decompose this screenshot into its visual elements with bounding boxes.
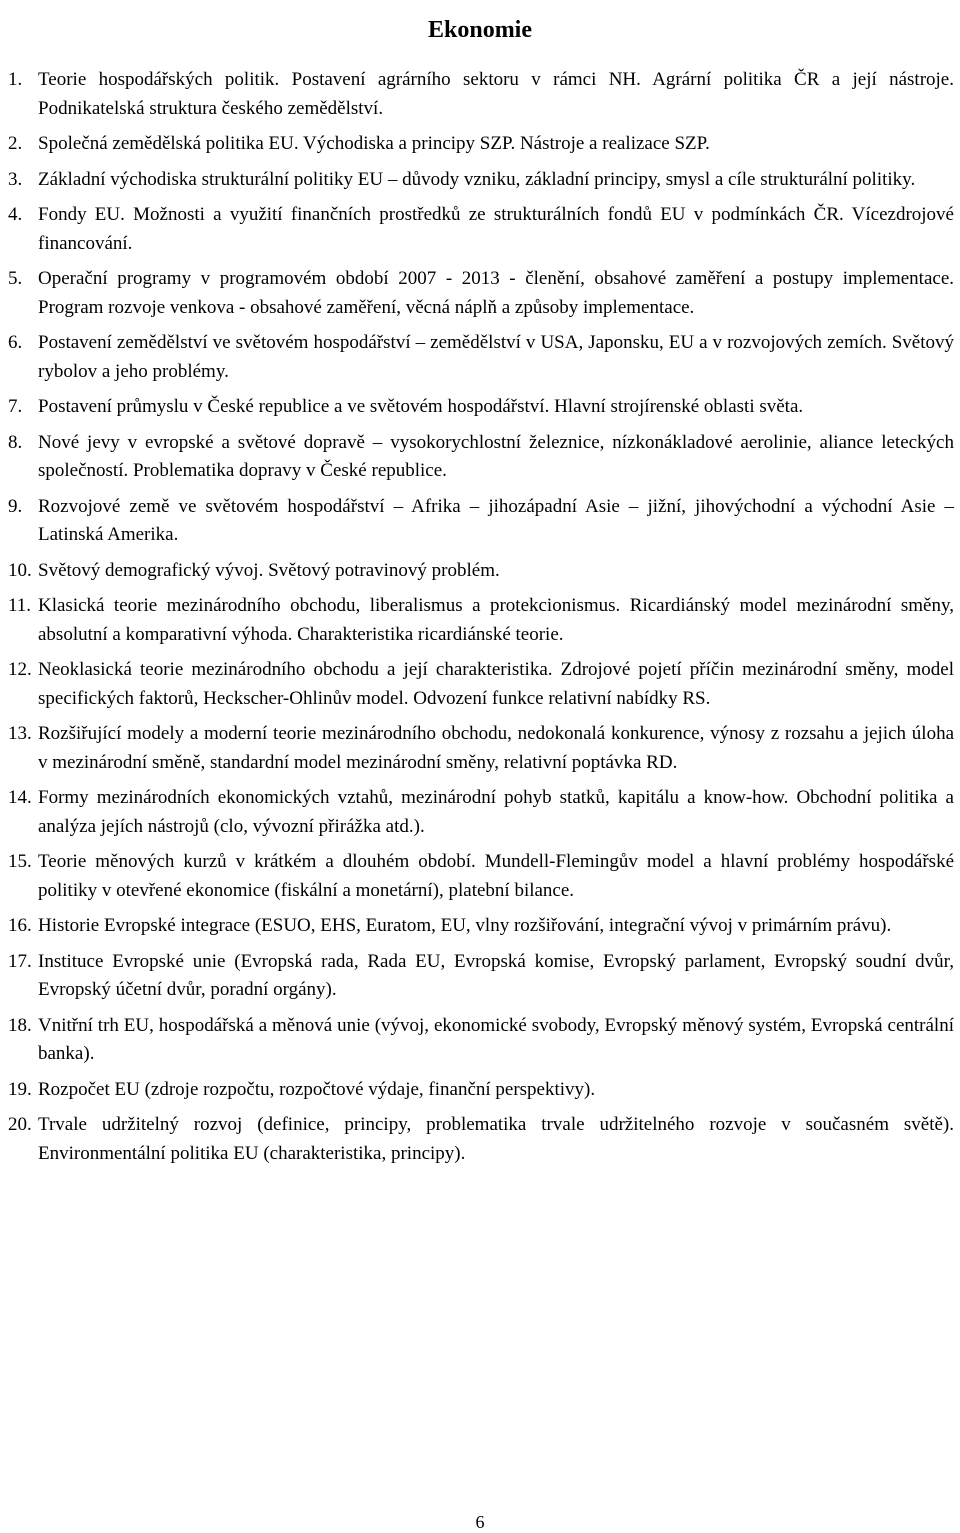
item-number: 6. xyxy=(8,332,23,353)
list-item xyxy=(0,265,960,322)
list-item xyxy=(0,130,960,159)
item-number: 15. xyxy=(8,851,32,872)
item-number: 2. xyxy=(8,133,23,154)
list-item xyxy=(0,166,960,195)
item-text: Neoklasická teorie mezinárodního obchodu a její charakteristika. Zdrojové pojetí příčin mezinárodní směny, model specifických faktorů, Heckscher-Ohlinův model. Odvození funkce relativní nabídky RS. xyxy=(38,659,954,709)
list-item xyxy=(0,201,960,258)
page-number: 6 xyxy=(475,1512,485,1532)
list-item xyxy=(0,912,960,941)
item-number: 3. xyxy=(8,168,23,190)
list-item xyxy=(0,720,960,777)
item-text: Postavení průmyslu v České republice a ve světovém hospodářství. Hlavní strojírenské oblasti světa. xyxy=(38,396,804,417)
item-number: 13. xyxy=(8,723,32,744)
item-number: 8. xyxy=(8,431,23,453)
item-text: Rozšiřující modely a moderní teorie mezinárodního obchodu, nedokonalá konkurence, výnosy z rozsahu a jejich úloha v mezinárodní směně, standardní model mezinárodní směny, relativní poptávka RD. xyxy=(38,723,954,773)
item-text: Postavení zemědělství ve světovém hospodářství – zemědělství v USA, Japonsku, EU a v rozvojových zemích. Světový rybolov a jeho problémy. xyxy=(38,332,954,382)
item-number: 10. xyxy=(8,559,32,581)
list-item xyxy=(0,656,960,713)
list-item xyxy=(0,1076,960,1105)
item-number: 18. xyxy=(8,1014,32,1036)
item-text: Formy mezinárodních ekonomických vztahů, mezinárodní pohyb statků, kapitálu a know-how. Obchodní politika a analýza jejích nástrojů (clo, vývozní přirážka atd.). xyxy=(38,787,954,837)
item-text: Klasická teorie mezinárodního obchodu, liberalismus a protekcionismus. Ricardiánský model mezinárodní směny, absolutní a komparativní výhoda. Charakteristika ricardiánské teorie. xyxy=(38,595,954,645)
item-text: Světový demografický vývoj. Světový potravinový problém. xyxy=(38,559,500,581)
item-number: 9. xyxy=(8,495,23,517)
item-text: Trvale udržitelný rozvoj (definice, principy, problematika trvale udržitelného rozvoje v současném světě). Environmentální politika EU (charakteristika, principy). xyxy=(38,1114,954,1164)
item-number: 16. xyxy=(8,915,32,936)
topic-list xyxy=(0,66,960,1175)
list-item xyxy=(0,592,960,649)
item-text: Základní východiska strukturální politiky EU – důvody vzniku, základní principy, smysl a cíle strukturální politiky. xyxy=(38,168,916,190)
item-number: 11. xyxy=(8,595,32,616)
list-item xyxy=(0,393,960,422)
item-text: Instituce Evropské unie (Evropská rada, Rada EU, Evropská komise, Evropský parlament, Evropský soudní dvůr, Evropský účetní dvůr, poradní orgány). xyxy=(38,950,954,1000)
list-item xyxy=(0,66,960,123)
item-number: 4. xyxy=(8,204,23,225)
item-number: 20. xyxy=(8,1114,32,1135)
item-number: 5. xyxy=(8,268,23,289)
list-item xyxy=(0,329,960,386)
list-item xyxy=(0,784,960,841)
item-number: 19. xyxy=(8,1078,32,1100)
item-number: 12. xyxy=(8,659,32,680)
list-item xyxy=(0,557,960,586)
item-text: Rozpočet EU (zdroje rozpočtu, rozpočtové výdaje, finanční perspektivy). xyxy=(38,1078,596,1100)
item-text: Teorie měnových kurzů v krátkém a dlouhém období. Mundell-Flemingův model a hlavní problémy hospodářské politiky v otevřené ekonomice (fiskální a monetární), platební bilance. xyxy=(38,851,954,901)
item-text: Vnitřní trh EU, hospodářská a měnová unie (vývoj, ekonomické svobody, Evropský měnový systém, Evropská centrální banka). xyxy=(38,1014,954,1064)
item-text: Operační programy v programovém období 2007 - 2013 - členění, obsahové zaměření a postupy implementace. Program rozvoje venkova - obsahové zaměření, věcná náplň a způsoby implementace. xyxy=(38,268,954,318)
item-text: Historie Evropské integrace (ESUO, EHS, Euratom, EU, vlny rozšiřování, integrační vývoj v primárním právu). xyxy=(38,915,892,936)
item-text: Společná zemědělská politika EU. Východiska a principy SZP. Nástroje a realizace SZP. xyxy=(38,133,710,154)
list-item xyxy=(0,493,960,550)
list-item xyxy=(0,1111,960,1168)
list-item xyxy=(0,1012,960,1069)
page-title: Ekonomie xyxy=(427,17,532,44)
item-text: Rozvojové země ve světovém hospodářství – Afrika – jihozápadní Asie – jižní, jihovýchodní a východní Asie – Latinská Amerika. xyxy=(38,495,954,545)
list-item xyxy=(0,948,960,1005)
item-number: 14. xyxy=(8,787,32,808)
list-item xyxy=(0,848,960,905)
item-number: 7. xyxy=(8,396,23,417)
item-number: 1. xyxy=(8,69,23,90)
item-text: Fondy EU. Možnosti a využití finančních prostředků ze strukturálních fondů EU v podmínkách ČR. Vícezdrojové financování. xyxy=(38,204,954,254)
item-text: Teorie hospodářských politik. Postavení agrárního sektoru v rámci NH. Agrární politika ČR a její nástroje. Podnikatelská struktura českého zemědělství. xyxy=(38,69,954,119)
item-text: Nové jevy v evropské a světové dopravě – vysokorychlostní železnice, nízkonákladové aerolinie, aliance leteckých společností. Problematika dopravy v České republice. xyxy=(38,431,954,481)
item-number: 17. xyxy=(8,950,32,972)
list-item xyxy=(0,429,960,486)
